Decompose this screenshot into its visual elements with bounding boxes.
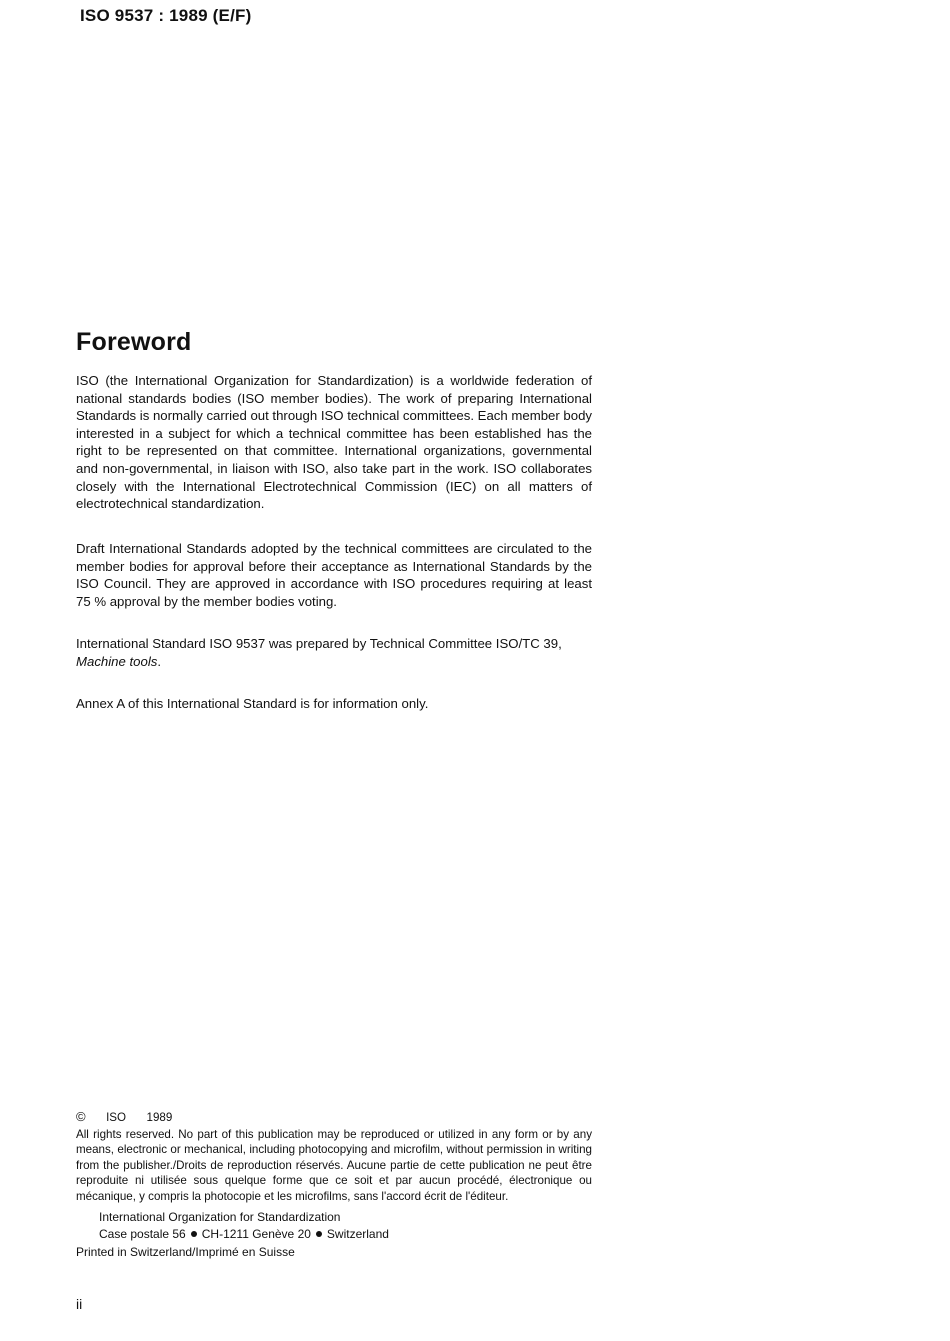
paragraph-3-suffix: . xyxy=(157,653,162,669)
page-header-standard-id: ISO 9537 : 1989 (E/F) xyxy=(80,6,252,25)
foreword-title: Foreword xyxy=(76,328,192,356)
committee-name: Machine tools xyxy=(76,653,158,669)
foreword-paragraph-3 xyxy=(76,635,592,670)
foreword-paragraph-2: Draft International Standards adopted by the technical committees are circulated to the member bodies for approval before their acceptance as International Standards by the ISO Council. They are approved in accordance with ISO procedures requiring at least 75 % approval by the member bodies voting. xyxy=(76,541,592,609)
bullet-separator xyxy=(316,1231,322,1237)
publisher-address-line xyxy=(99,1226,592,1243)
copyright-line xyxy=(76,1109,592,1126)
paragraph-3-prefix: International Standard ISO 9537 was prepared by Technical Committee ISO/TC 39, xyxy=(76,636,562,651)
publisher-organization: International Organization for Standardization xyxy=(99,1209,341,1224)
address-country: Switzerland xyxy=(326,1226,389,1241)
foreword-paragraph-4: Annex A of this International Standard is for information only. xyxy=(76,696,429,711)
bullet-separator xyxy=(191,1231,197,1237)
address-postbox: Case postale 56 xyxy=(99,1226,186,1241)
rights-text: All rights reserved. No part of this publication may be reproduced or utilized in any form or by any means, electronic or mechanical, including photocopying and microfilm, without permission in writing from the publisher./Droits de reproduction réservés. Aucune partie de cette publication ne peut être reproduite ni utilisée sous quelque forme que ce soit et par aucun procédé, électronique ou mécanique, y compris la photocopie et les microfilms, sans l'accord écrit de l'éditeur. xyxy=(76,1127,592,1203)
foreword-paragraph-1: ISO (the International Organization for Standardization) is a worldwide federation of national standards bodies (ISO member bodies). The work of preparing International Standards is normally carried out through ISO technical committees. Each member body interested in a subject for which a technical committee has been established has the right to be represented on that committee. International organizations, governmental and non-governmental, in liaison with ISO, also take part in the work. ISO collaborates closely with the International Electrotechnical Commission (IEC) on all matters of electrotechnical standardization. xyxy=(76,373,593,512)
copyright-owner: ISO xyxy=(106,1111,127,1124)
publisher-address xyxy=(99,1209,592,1243)
copyright-block xyxy=(76,1109,592,1261)
page-number: ii xyxy=(76,1296,83,1312)
copyright-symbol: © xyxy=(76,1109,86,1124)
printed-in: Printed in Switzerland/Imprimé en Suisse xyxy=(76,1244,295,1259)
address-city: CH-1211 Genève 20 xyxy=(201,1226,311,1241)
copyright-year: 1989 xyxy=(146,1111,173,1124)
